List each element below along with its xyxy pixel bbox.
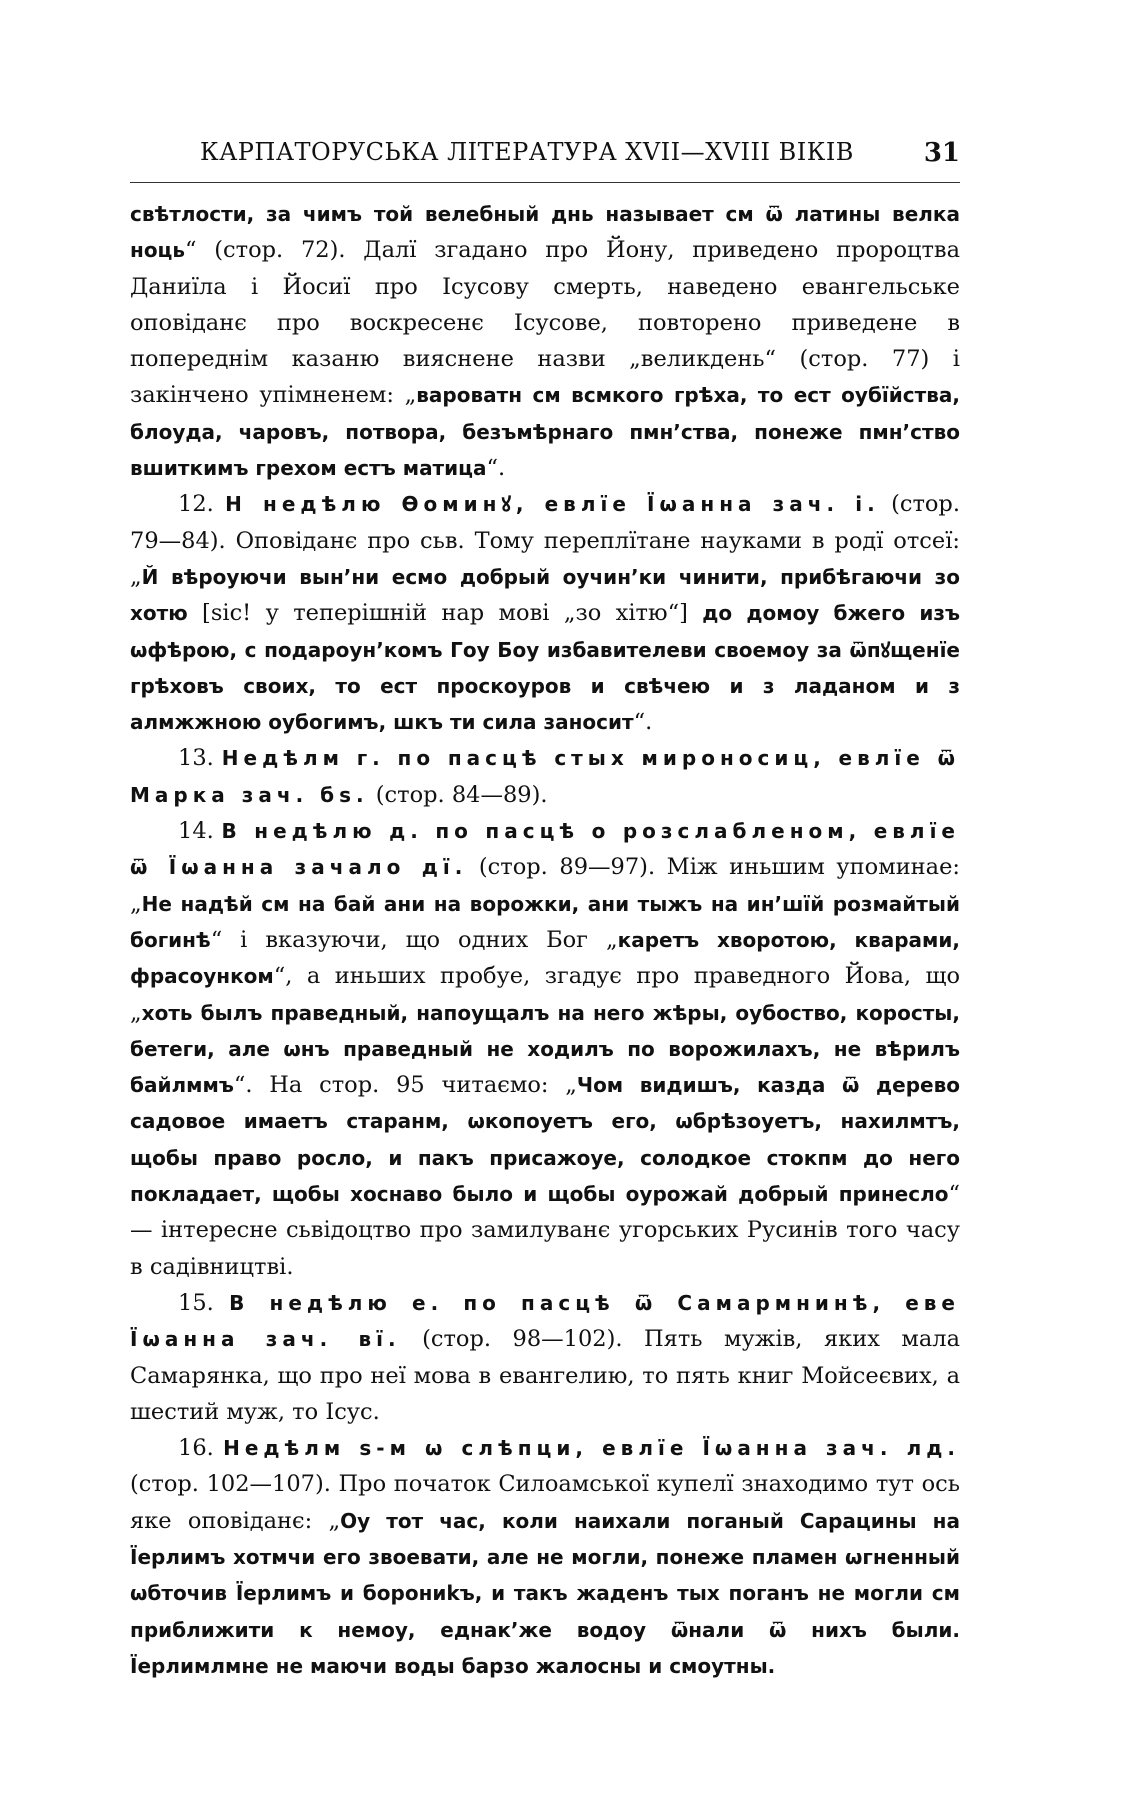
text-run: (стор. 79—84). Оповіданє про сьв. Тому переплїтане науками в родї отсеї: „	[130, 491, 960, 590]
item-number: 12.	[178, 491, 214, 518]
page-number: 31	[923, 138, 960, 168]
church-slavonic-quote: Й вѣроуючи вын’ни есмо добрый оучин’ки чинити, прибѣгаючи зо хотю	[130, 564, 960, 626]
sermon-heading: В недѣлю д. по пасцѣ о розслабленом, евлїе ѿ Їѡанна зачало дї.	[130, 819, 960, 880]
sermon-heading: В недѣлю е. по пасцѣ ѿ Самармнинѣ, еве Їѡанна зач. вї.	[130, 1290, 960, 1352]
text-run: (стор. 102—107). Про початок Силоамської купелї знаходимо тут ось яке оповіданє: „	[130, 1471, 960, 1534]
church-slavonic-quote: до домоу бжего изъ ѡфѣрою, с подароун’комъ Гоу Боу избавителеви своемоу за ѿпꙋщенїе грѣховъ своих, то ест проскоуров и свѣчею и з ладаном и з алмжжною оубогимъ, шкъ ти сила заносит	[130, 601, 960, 735]
item-number: 13.	[178, 745, 214, 772]
text-run: (стор. 98—102). Пять мужів, яких мала Самарянка, що про неї мова в евангелию, то пять книг Мойсеєвих, а шестий муж, то Ісус.	[130, 1326, 960, 1425]
sermon-heading: Н недѣлю Өоминꙋ, евлїе Їѡанна зач. і.	[225, 492, 880, 517]
item-number: 16.	[178, 1435, 214, 1462]
paragraph-16	[130, 1430, 960, 1684]
church-slavonic-quote: каретъ хворотою, кварами, фрасоунком	[130, 927, 960, 989]
church-slavonic-quote: свѣтлости, за чимъ той велебный днь называет см ѿ латины велка ноць	[130, 202, 960, 263]
item-number: 15.	[178, 1289, 214, 1316]
text-run: “. На стор. 95 читаємо: „	[233, 1072, 577, 1099]
header-rule	[130, 182, 960, 183]
text-run: “.	[486, 455, 506, 482]
text-run: “ — інтересне сьвідоцтво про замилуванє угорських Русинів того часу в садівництві.	[130, 1181, 960, 1280]
text-run: “ і вказуючи, що одних Бог „	[210, 926, 618, 953]
text-run: [sic! у теперішній нар мові „зо хітю“]	[187, 600, 703, 627]
church-slavonic-quote: хоть былъ праведный, напоущалъ на него жѣры, оубоство, коросты, бетеги, але ѡнъ праведный не ходилъ по ворожилахъ, не вѣрилъ байлммъ	[130, 1000, 960, 1098]
church-slavonic-quote: Чом видишъ, казда ѿ дерево садовое имаетъ старанм, ѡкопоуетъ его, ѡбрѣзоуетъ, нахилмтъ, щобы право росло, и пакъ присажоуе, солодкое стокпм до него покладает, щобы хоснаво было и щобы оурожай добрый принесло	[130, 1073, 960, 1207]
paragraph-13	[130, 740, 960, 813]
text-run: “ (стор. 72). Далї згадано про Йону, приведено пророцтва Даниїла і Йосиї про Ісусову смерть, наведено евангельське оповіданє про воскресенє Ісусове, повторено приведене в попереднім казаню вияснене назви „великдень“ (стор. 77) і закінчено упімненем: „	[130, 237, 960, 409]
sermon-heading: Недѣлм г. по пасцѣ стых мироносиц, евлїе ѿ Марка зач. бѕ.	[130, 746, 960, 807]
church-slavonic-quote: Не надѣй см на бай ани на ворожки, ани тыжъ на ин’шїй розмайтый богинѣ	[130, 891, 960, 952]
item-number: 14.	[178, 818, 214, 845]
body-text	[130, 196, 960, 1684]
church-slavonic-quote: вароватн см всмкого грѣха, то ест оубїйства, блоуда, чаровъ, потвора, безъмѣрнаго пмн’ства, понеже пмн’ство вшиткимъ грехом естъ матица	[130, 383, 960, 481]
page-header	[130, 138, 960, 178]
text-run: (стор. 89—97). Між иньшим упоминаe: „	[130, 854, 960, 917]
text-run: (стор. 84—89).	[368, 781, 548, 808]
sermon-heading: Недѣлм ѕ-м ѡ слѣпци, евлїе Їѡанна зач. лд.	[223, 1436, 960, 1461]
paragraph-12	[130, 486, 960, 740]
running-title: КАРПАТОРУСЬКА ЛІТЕРАТУРА XVII—XVIII ВІКІВ	[200, 138, 854, 166]
paragraph-1	[130, 196, 960, 486]
text-run: “.	[633, 709, 653, 736]
paragraph-14	[130, 813, 960, 1285]
text-run: “, а иньших пробуe, згадує про праведного Йова, що „	[130, 963, 960, 1026]
church-slavonic-quote: Оу тот час, коли наихали поганый Сарацины на Їерлимъ хотмчи его звоевати, але не могли, понеже пламен ѡгненный ѡбточив Їерлимъ и борониkъ, и такъ жаденъ тых поганъ не могли см приближити к немоу, еднак’же водоу ѿнали ѿ нихъ были. Їерлимлмне не маючи воды барзо жалосны и смоутны.	[130, 1508, 960, 1678]
paragraph-15	[130, 1285, 960, 1430]
